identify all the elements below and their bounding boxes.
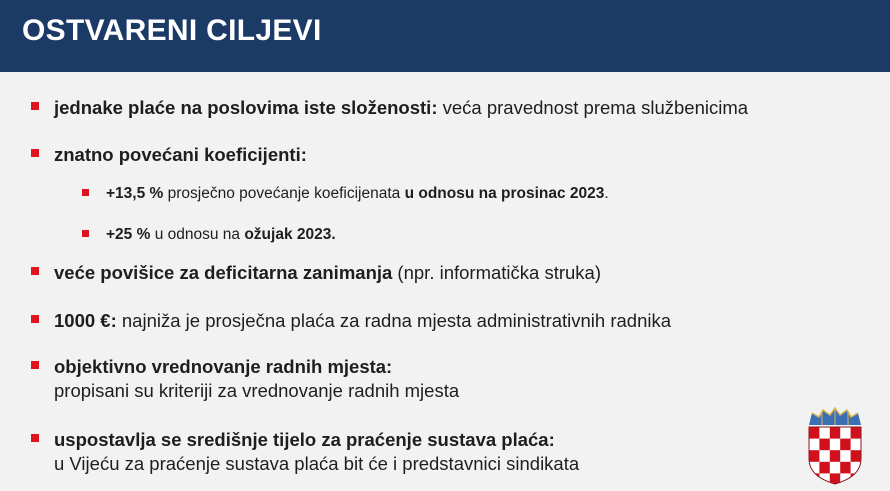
bullet-bold-text: jednake plaće na poslovima iste složenosti: (54, 97, 438, 118)
bullet-rest-text: veća pravednost prema službenicima (437, 97, 749, 118)
sub-bold-text: +25 % (106, 226, 151, 243)
bullet-text (54, 355, 459, 403)
crest-checkerboard (809, 427, 861, 485)
sub-mid-text: u odnosu na (150, 226, 245, 243)
bullet-text (54, 428, 579, 476)
sub-bold-text: ožujak 2023. (244, 226, 336, 243)
bullet-second-line: u Vijeću za praćenje sustava plaća bit će i predstavnici sindikata (54, 453, 580, 474)
bullet-bold-text: znatno povećani koeficijenti: (54, 144, 307, 165)
bullet-rest-text: najniža je prosječna plaća za radna mjesta administrativnih radnika (116, 310, 672, 331)
bullet-bold-text: 1000 €: (54, 310, 117, 331)
croatian-coat-of-arms-icon (806, 407, 864, 485)
sub-bullet-mark-icon (82, 189, 89, 196)
bullet-text (54, 143, 307, 167)
bullet-bold-text: veće povišice za deficitarna zanimanja (54, 262, 393, 283)
bullet-mark-icon (31, 315, 39, 323)
bullet-mark-icon (31, 267, 39, 275)
sub-bullet-text (106, 184, 609, 204)
bullet-mark-icon (31, 434, 39, 442)
slide-title: OSTVARENI CILJEVI (22, 14, 322, 47)
sub-end-text: . (604, 185, 609, 202)
bullet-mark-icon (31, 361, 39, 369)
sub-mid-text: prosječno povećanje koeficijenata (163, 185, 405, 202)
crest-crown (809, 408, 861, 425)
sub-bold-text: u odnosu na prosinac 2023 (404, 185, 605, 202)
bullet-mark-icon (31, 149, 39, 157)
sub-bold-text: +13,5 % (106, 185, 164, 202)
bullet-bold-text: uspostavlja se središnje tijelo za praćenje sustava plaća: (54, 429, 555, 450)
sub-bullet-mark-icon (82, 230, 89, 237)
bullet-rest-text: (npr. informatička struka) (392, 262, 601, 283)
bullet-mark-icon (31, 102, 39, 110)
bullet-bold-text: objektivno vrednovanje radnih mjesta: (54, 356, 393, 377)
bullet-second-line: propisani su kriteriji za vrednovanje radnih mjesta (54, 380, 460, 401)
bullet-text (54, 309, 671, 333)
sub-bullet-text (106, 225, 336, 245)
bullet-text (54, 96, 748, 120)
bullet-text (54, 261, 601, 285)
